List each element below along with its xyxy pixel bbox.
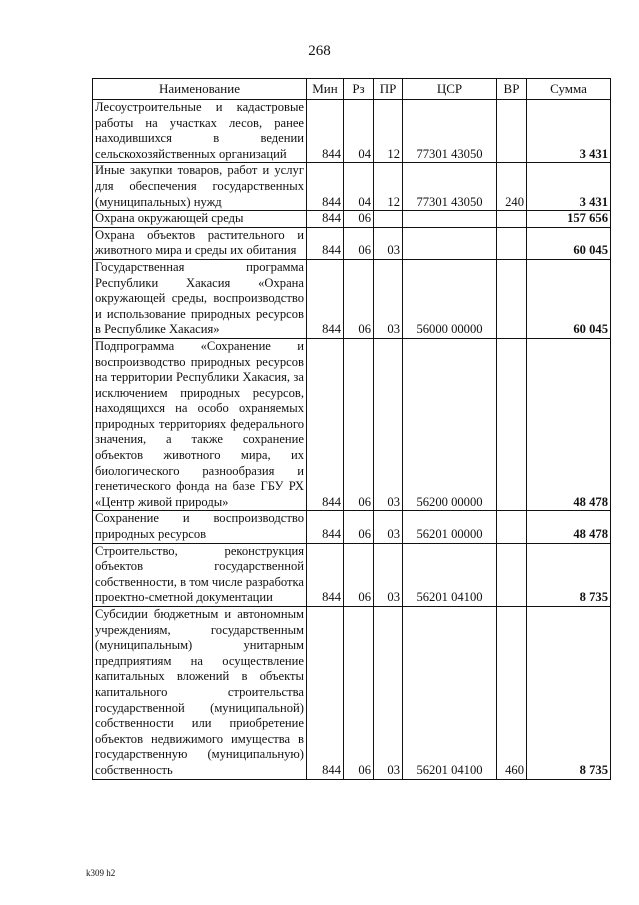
col-header-rz: Рз	[344, 79, 374, 100]
row-vr: 240	[497, 163, 527, 211]
table-row	[93, 100, 611, 163]
row-name: Сохранение и воспроизводство природных ресурсов	[93, 511, 307, 543]
table-row	[93, 163, 611, 211]
row-csr	[403, 227, 497, 259]
table-row	[93, 511, 611, 543]
row-min: 844	[307, 511, 344, 543]
row-rz: 06	[344, 511, 374, 543]
footer-code: k309 h2	[86, 868, 116, 878]
col-header-name: Наименование	[93, 79, 307, 100]
row-pr: 03	[374, 543, 403, 606]
row-name: Лесоустроительные и кадастровые работы на участках лесов, ранее находившихся в ведении сельскохозяйственных организаций	[93, 100, 307, 163]
row-rz: 06	[344, 211, 374, 228]
row-pr: 03	[374, 259, 403, 338]
row-csr: 56201 04100	[403, 543, 497, 606]
table-row	[93, 227, 611, 259]
row-name: Охрана окружающей среды	[93, 211, 307, 228]
row-pr: 03	[374, 227, 403, 259]
row-min: 844	[307, 211, 344, 228]
row-csr: 56201 00000	[403, 511, 497, 543]
col-header-min: Мин	[307, 79, 344, 100]
row-rz: 04	[344, 163, 374, 211]
row-vr	[497, 100, 527, 163]
col-header-vr: ВР	[497, 79, 527, 100]
row-pr: 12	[374, 163, 403, 211]
row-min: 844	[307, 543, 344, 606]
row-name: Охрана объектов растительного и животного мира и среды их обитания	[93, 227, 307, 259]
row-min: 844	[307, 100, 344, 163]
row-rz: 06	[344, 259, 374, 338]
row-sum: 8 735	[527, 607, 611, 780]
row-name: Подпрограмма «Сохранение и воспроизводство природных ресурсов на территории Республики Хакасия, за исключением природных ресурсов, находящихся на особо охраняемых природных территориях федерального значения, а также сохранение объектов животного мира, их биологического разнообразия и генетического фонда на базе ГБУ РХ «Центр живой природы»	[93, 338, 307, 511]
row-vr	[497, 211, 527, 228]
row-name: Иные закупки товаров, работ и услуг для обеспечения государственных (муниципальных) нужд	[93, 163, 307, 211]
row-vr	[497, 259, 527, 338]
row-sum: 8 735	[527, 543, 611, 606]
row-rz: 06	[344, 227, 374, 259]
row-csr	[403, 211, 497, 228]
row-min: 844	[307, 163, 344, 211]
row-vr	[497, 511, 527, 543]
row-rz: 06	[344, 543, 374, 606]
row-csr: 56000 00000	[403, 259, 497, 338]
row-min: 844	[307, 338, 344, 511]
row-name: Строительство, реконструкция объектов государственной собственности, в том числе разработка проектно-сметной документации	[93, 543, 307, 606]
row-vr	[497, 227, 527, 259]
row-vr	[497, 543, 527, 606]
row-sum: 60 045	[527, 259, 611, 338]
row-sum: 48 478	[527, 511, 611, 543]
row-name: Государственная программа Республики Хакасия «Охрана окружающей среды, воспроизводство и использование природных ресурсов в Республике Хакасия»	[93, 259, 307, 338]
table-row	[93, 543, 611, 606]
row-vr	[497, 338, 527, 511]
col-header-pr: ПР	[374, 79, 403, 100]
row-rz: 06	[344, 338, 374, 511]
row-csr: 77301 43050	[403, 163, 497, 211]
row-pr: 03	[374, 607, 403, 780]
row-csr: 77301 43050	[403, 100, 497, 163]
row-csr: 56200 00000	[403, 338, 497, 511]
row-rz: 04	[344, 100, 374, 163]
row-pr: 12	[374, 100, 403, 163]
row-vr: 460	[497, 607, 527, 780]
row-sum: 3 431	[527, 163, 611, 211]
row-sum: 60 045	[527, 227, 611, 259]
row-pr	[374, 211, 403, 228]
row-csr: 56201 04100	[403, 607, 497, 780]
page-number: 268	[308, 43, 331, 59]
col-header-sum: Сумма	[527, 79, 611, 100]
row-pr: 03	[374, 511, 403, 543]
row-sum: 3 431	[527, 100, 611, 163]
row-pr: 03	[374, 338, 403, 511]
row-min: 844	[307, 259, 344, 338]
col-header-csr: ЦСР	[403, 79, 497, 100]
table-row	[93, 259, 611, 338]
row-rz: 06	[344, 607, 374, 780]
header-row	[93, 79, 611, 100]
row-sum: 48 478	[527, 338, 611, 511]
row-min: 844	[307, 607, 344, 780]
row-min: 844	[307, 227, 344, 259]
table-row	[93, 338, 611, 511]
budget-table	[92, 78, 611, 780]
table-row	[93, 607, 611, 780]
row-name: Субсидии бюджетным и автономным учреждениям, государственным (муниципальным) унитарным предприятиям на осуществление капитальных вложений в объекты капитального строительства государственной (муниципальной) собственности или приобретение объектов недвижимого имущества в государственную (муниципальную) собственность	[93, 607, 307, 780]
table-row	[93, 211, 611, 228]
row-sum: 157 656	[527, 211, 611, 228]
